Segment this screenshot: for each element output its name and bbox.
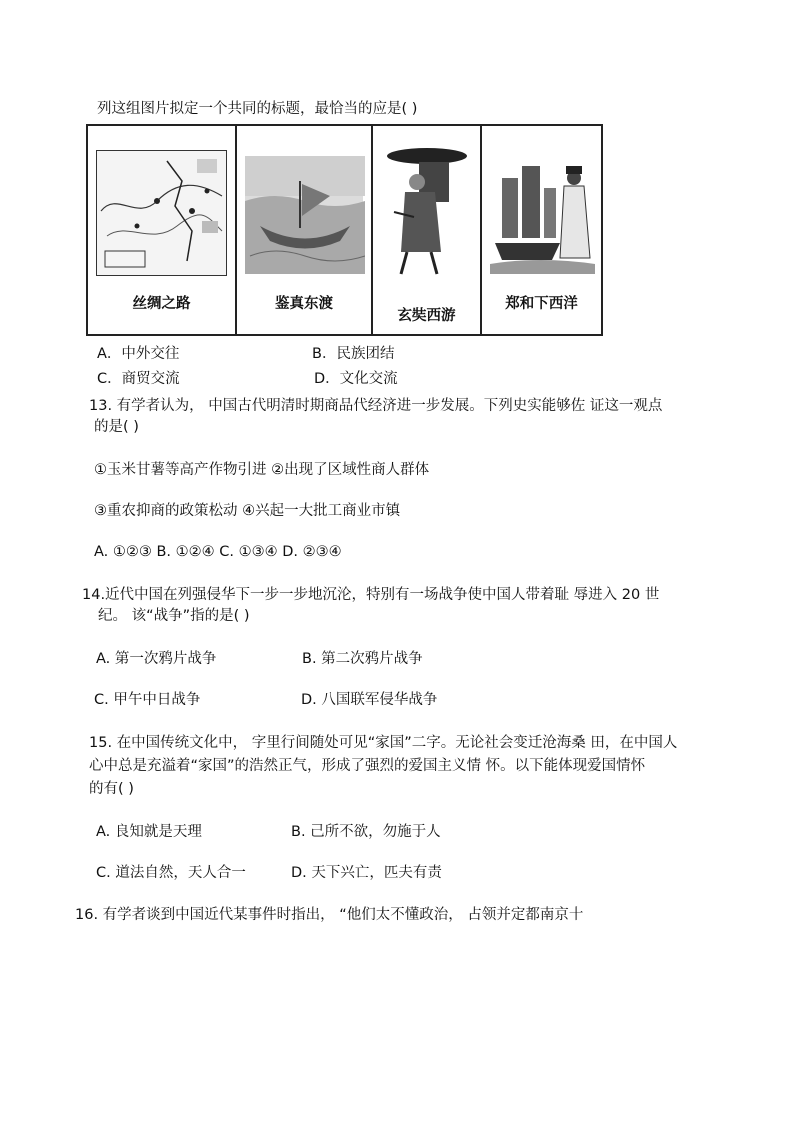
q13-stem-line2: 的是( ) bbox=[94, 419, 139, 435]
q14-stem-line2: 纪。 该“战争”指的是( ) bbox=[98, 608, 250, 624]
q12-option-c: C．商贸交流 bbox=[97, 371, 180, 387]
picture-silk-road bbox=[88, 126, 235, 334]
xuanzang-monk-image bbox=[379, 142, 474, 282]
q14-option-b: B. 第二次鸦片战争 bbox=[302, 651, 423, 667]
q15-option-b: B. 己所不欲，勿施于人 bbox=[291, 824, 441, 840]
q12-option-d: D．文化交流 bbox=[314, 371, 398, 387]
q14-stem-line1: 14.近代中国在列强侵华下一步一步地沉沦，特别有一场战争使中国人带着耻 辱进入 20 世 bbox=[82, 587, 660, 603]
q16-stem-line1: 16. 有学者谈到中国近代某事件时指出， “他们太不懂政治， 占领并定都南京十 bbox=[75, 907, 584, 923]
q12-picture-strip bbox=[86, 124, 603, 336]
zhenghe-fleet-image bbox=[490, 148, 593, 274]
caption-xuanzang: 玄奘西游 bbox=[397, 308, 456, 324]
q12-option-a: A．中外交往 bbox=[97, 346, 180, 362]
silk-road-map-image bbox=[96, 150, 227, 276]
q15-option-c: C. 道法自然，天人合一 bbox=[96, 865, 246, 881]
q15-option-a: A. 良知就是天理 bbox=[96, 824, 202, 840]
picture-xuanzang bbox=[371, 126, 480, 334]
q15-option-d: D. 天下兴亡，匹夫有责 bbox=[291, 865, 442, 881]
picture-zhenghe bbox=[480, 126, 601, 334]
q12-stem-tail: 列这组图片拟定一个共同的标题，最恰当的应是( ) bbox=[97, 101, 418, 117]
q15-stem-line3: 的有( ) bbox=[89, 781, 134, 797]
picture-jianzhen bbox=[235, 126, 371, 334]
q12-option-b: B．民族团结 bbox=[312, 346, 395, 362]
q13-options: A. ①②③ B. ①②④ C. ①③④ D. ②③④ bbox=[94, 544, 342, 560]
q13-stem-line1: 13. 有学者认为， 中国古代明清时期商品代经济进一步发展。下列史实能够佐 证这一观点 bbox=[89, 398, 663, 414]
q14-option-a: A. 第一次鸦片战争 bbox=[96, 651, 217, 667]
q15-stem-line1: 15. 在中国传统文化中， 字里行间随处可见“家国”二字。无论社会变迁沧海桑 田，在中国人 bbox=[89, 735, 678, 751]
q14-option-c: C. 甲午中日战争 bbox=[94, 692, 201, 708]
caption-jianzhen: 鉴真东渡 bbox=[275, 296, 333, 312]
q14-option-d: D. 八国联军侵华战争 bbox=[301, 692, 438, 708]
caption-silk-road: 丝绸之路 bbox=[132, 296, 191, 312]
q15-stem-line2: 心中总是充溢着“家国”的浩然正气，形成了强烈的爱国主义情 怀。以下能体现爱国情怀 bbox=[89, 758, 646, 774]
q13-statements-1: ①玉米甘薯等高产作物引进 ②出现了区域性商人群体 bbox=[94, 462, 430, 478]
caption-zhenghe: 郑和下西洋 bbox=[505, 296, 578, 312]
q13-statements-2: ③重农抑商的政策松动 ④兴起一大批工商业市镇 bbox=[94, 503, 401, 519]
jianzhen-ship-image bbox=[245, 156, 363, 274]
